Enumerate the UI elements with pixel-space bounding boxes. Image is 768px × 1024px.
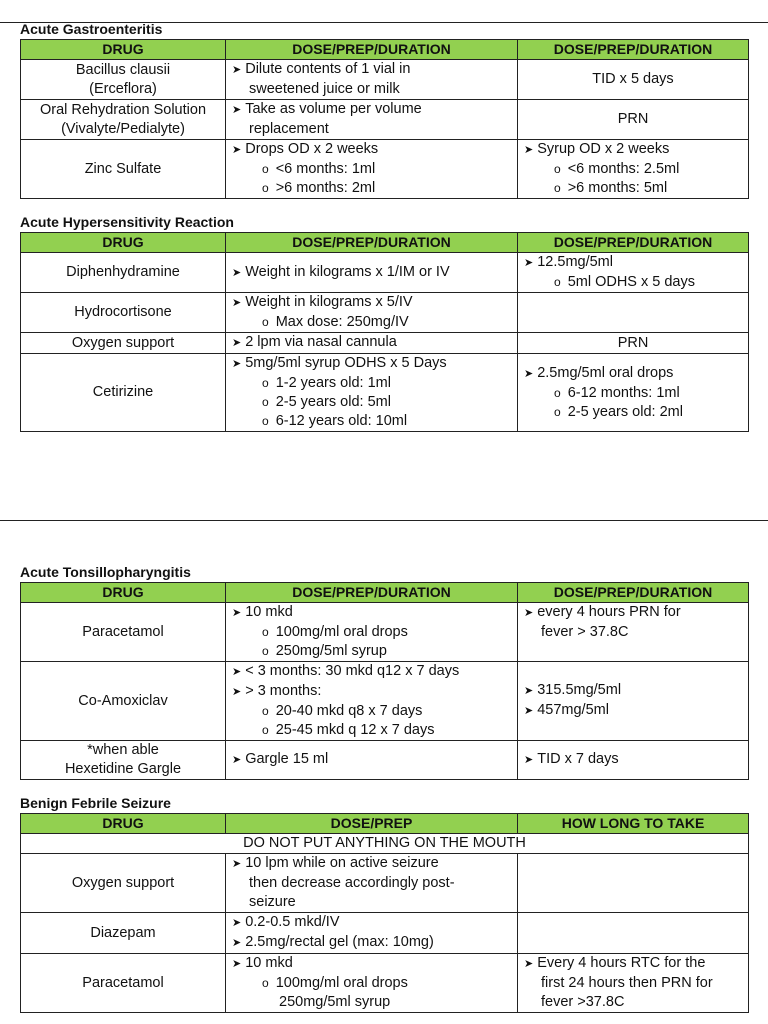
section-title-benign-febrile-seizure: Benign Febrile Seizure	[20, 795, 171, 811]
dose-line: ➤ 10 mkd	[232, 603, 511, 623]
dose-cell	[226, 140, 518, 199]
dose-cell-secondary	[518, 954, 749, 1013]
table-header-row	[21, 233, 749, 253]
drug-name-line: (Vivalyte/Pedialyte)	[61, 120, 185, 137]
dose-line: ➤ Drops OD x 2 weeks	[232, 140, 511, 160]
dose-line: o 1-2 years old: 1ml	[232, 374, 511, 393]
dose-line: o >6 months: 2ml	[232, 179, 511, 198]
dose-line: ➤ 10 lpm while on active seizure	[232, 854, 511, 874]
dose-line: then decrease accordingly post-	[249, 875, 455, 891]
drug-name-line: Hexetidine Gargle	[64, 761, 182, 777]
table-row	[21, 253, 749, 293]
column-header: DRUG	[21, 40, 226, 60]
column-header: DOSE/PREP/DURATION	[226, 583, 518, 603]
drug-name-cell	[21, 293, 226, 333]
column-header: DOSE/PREP/DURATION	[226, 40, 518, 60]
column-header: DOSE/PREP/DURATION	[518, 583, 749, 603]
drug-name-line: Oxygen support	[71, 874, 175, 891]
dose-line: ➤ > 3 months:	[232, 682, 511, 702]
dose-line: o 6-12 years old: 10ml	[232, 412, 511, 431]
column-header: DRUG	[21, 814, 226, 834]
drug-name-cell	[21, 333, 226, 354]
drug-name-cell	[21, 140, 226, 199]
dose-line: sweetened juice or milk	[249, 81, 400, 97]
dose-line: ➤ 457mg/5ml	[524, 701, 742, 721]
drug-name-cell	[21, 60, 226, 100]
table-acute-hypersensitivity	[20, 232, 749, 432]
dose-line: ➤ Every 4 hours RTC for the	[524, 954, 742, 974]
table-row	[21, 603, 749, 662]
dose-cell	[226, 954, 518, 1013]
dose-cell	[226, 913, 518, 954]
drug-name-line: Oxygen support	[71, 334, 175, 351]
dose-line: o 100mg/ml oral drops	[232, 623, 511, 642]
table-note-row	[21, 834, 749, 854]
drug-name-line: (Erceflora)	[89, 80, 157, 97]
table-row	[21, 854, 749, 913]
dose-line: ➤ TID x 7 days	[524, 750, 742, 770]
dose-cell	[226, 253, 518, 293]
dose-line: ➤ Gargle 15 ml	[232, 750, 511, 770]
drug-name-cell	[21, 741, 226, 780]
dose-cell	[226, 293, 518, 333]
drug-name-line: Diazepam	[90, 924, 156, 941]
column-header: DRUG	[21, 583, 226, 603]
drug-name-cell	[21, 100, 226, 140]
warning-note: DO NOT PUT ANYTHING ON THE MOUTH	[21, 834, 749, 854]
dose-line: o 5ml ODHS x 5 days	[524, 273, 742, 292]
dose-line: ➤ 12.5mg/5ml	[524, 253, 742, 273]
drug-name-cell	[21, 913, 226, 954]
dose-line: o 20-40 mkd q8 x 7 days	[232, 702, 511, 721]
table-row	[21, 140, 749, 199]
dose-cell-secondary	[518, 253, 749, 293]
table-header-row	[21, 40, 749, 60]
dose-line: ➤ 10 mkd	[232, 954, 511, 974]
column-header: DOSE/PREP	[226, 814, 518, 834]
table-benign-febrile-seizure	[20, 813, 749, 1013]
dose-line: o 2-5 years old: 5ml	[232, 393, 511, 412]
drug-name-line: Oral Rehydration Solution	[39, 101, 207, 118]
dose-cell-secondary	[518, 662, 749, 741]
dose-line: ➤ Dilute contents of 1 vial in	[232, 60, 511, 80]
table-row	[21, 100, 749, 140]
drug-name-cell	[21, 354, 226, 432]
drug-name-cell	[21, 662, 226, 741]
table-row	[21, 333, 749, 354]
dose-line: ➤ < 3 months: 30 mkd q12 x 7 days	[232, 662, 511, 682]
dose-cell-secondary	[518, 741, 749, 780]
dose-cell	[226, 854, 518, 913]
dose-line: fever >37.8C	[541, 994, 625, 1010]
table-row	[21, 293, 749, 333]
drug-name-line: Bacillus clausii	[75, 61, 171, 78]
drug-name-line: *when able	[87, 742, 159, 758]
table-row	[21, 913, 749, 954]
dose-line: o 25-45 mkd q 12 x 7 days	[232, 721, 511, 740]
table-row	[21, 954, 749, 1013]
dose-line: o 2-5 years old: 2ml	[524, 403, 742, 422]
dose-line: 250mg/5ml syrup	[279, 994, 391, 1010]
column-header: HOW LONG TO TAKE	[518, 814, 749, 834]
dose-line: ➤ every 4 hours PRN for	[524, 603, 742, 623]
drug-name-cell	[21, 854, 226, 913]
dose-line: ➤ Weight in kilograms x 1/IM or IV	[232, 263, 511, 283]
drug-name-line: Paracetamol	[82, 974, 164, 991]
section-title-acute-tonsillopharyngitis: Acute Tonsillopharyngitis	[20, 564, 191, 580]
column-header: DOSE/PREP/DURATION	[518, 233, 749, 253]
dose-line: first 24 hours then PRN for	[541, 975, 713, 991]
section-title-acute-hypersensitivity: Acute Hypersensitivity Reaction	[20, 214, 234, 230]
dose-line: ➤ Syrup OD x 2 weeks	[524, 140, 742, 160]
table-header-row	[21, 583, 749, 603]
drug-name-line: Cetirizine	[92, 384, 154, 400]
dose-line: ➤ Weight in kilograms x 5/IV	[232, 293, 511, 313]
dose-cell-secondary	[518, 603, 749, 662]
dose-line: ➤ Take as volume per volume	[232, 100, 511, 120]
table-acute-gastroenteritis	[20, 39, 749, 199]
table-row	[21, 662, 749, 741]
dose-cell-secondary: PRN	[518, 100, 749, 140]
drug-name-line: Paracetamol	[82, 623, 164, 640]
page-divider-middle	[0, 520, 768, 521]
dose-line: o 6-12 months: 1ml	[524, 384, 742, 403]
dose-line: ➤ 2.5mg/rectal gel (max: 10mg)	[232, 933, 511, 953]
dose-cell-secondary	[518, 293, 749, 333]
column-header: DOSE/PREP/DURATION	[226, 233, 518, 253]
dose-cell	[226, 662, 518, 741]
dose-line: seizure	[249, 894, 296, 910]
dose-line: ➤ 2 lpm via nasal cannula	[232, 333, 511, 353]
dose-cell	[226, 741, 518, 780]
dose-line: o <6 months: 2.5ml	[524, 160, 742, 179]
dose-line: ➤ 2.5mg/5ml oral drops	[524, 364, 742, 384]
dose-cell	[226, 333, 518, 354]
drug-name-line: Diphenhydramine	[66, 264, 180, 280]
table-header-row	[21, 814, 749, 834]
dose-line: o <6 months: 1ml	[232, 160, 511, 179]
drug-name-cell	[21, 603, 226, 662]
dose-cell	[226, 100, 518, 140]
dose-cell	[226, 60, 518, 100]
table-acute-tonsillopharyngitis	[20, 582, 749, 780]
dose-cell-secondary	[518, 854, 749, 913]
dose-cell	[226, 603, 518, 662]
table-row	[21, 741, 749, 780]
drug-name-line: Hydrocortisone	[74, 304, 172, 320]
dose-line: o 100mg/ml oral drops	[232, 974, 511, 993]
dose-line: ➤ 5mg/5ml syrup ODHS x 5 Days	[232, 354, 511, 374]
drug-name-cell	[21, 253, 226, 293]
column-header: DRUG	[21, 233, 226, 253]
table-row	[21, 354, 749, 432]
dose-cell	[226, 354, 518, 432]
dose-line: replacement	[249, 121, 329, 137]
dose-line: ➤ 315.5mg/5ml	[524, 681, 742, 701]
table-row	[21, 60, 749, 100]
drug-name-line: Co-Amoxiclav	[78, 692, 168, 709]
dose-line: o 250mg/5ml syrup	[232, 642, 511, 661]
dose-cell-secondary	[518, 140, 749, 199]
dose-line: fever > 37.8C	[541, 624, 629, 640]
column-header: DOSE/PREP/DURATION	[518, 40, 749, 60]
section-title-acute-gastroenteritis: Acute Gastroenteritis	[20, 21, 163, 37]
dose-cell-secondary: PRN	[518, 333, 749, 354]
drug-name-line: Zinc Sulfate	[84, 160, 162, 177]
drug-name-cell	[21, 954, 226, 1013]
dose-cell-secondary: TID x 5 days	[518, 60, 749, 100]
dose-line: ➤ 0.2-0.5 mkd/IV	[232, 913, 511, 933]
dose-cell-secondary	[518, 354, 749, 432]
dose-line: o >6 months: 5ml	[524, 179, 742, 198]
dose-line: o Max dose: 250mg/IV	[232, 313, 511, 332]
dose-cell-secondary	[518, 913, 749, 954]
